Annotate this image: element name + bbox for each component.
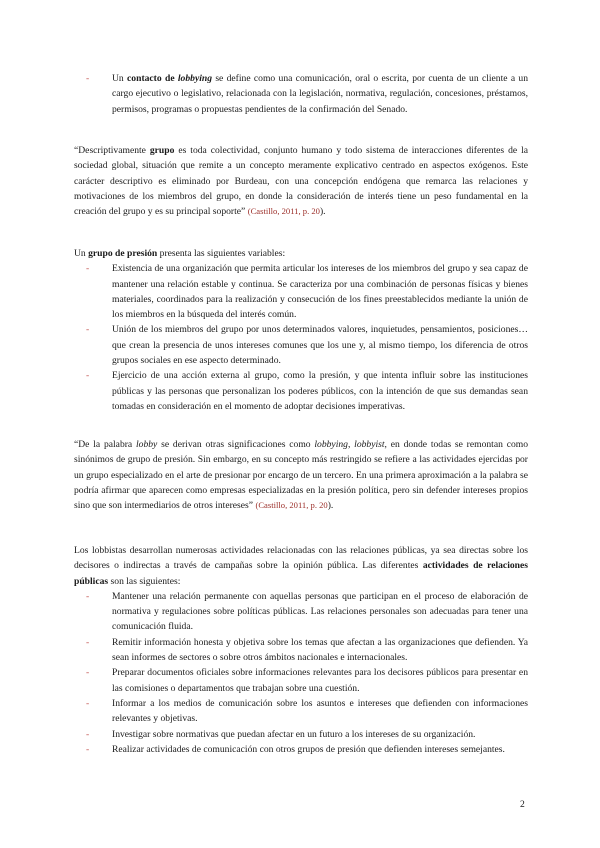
bullet-dash: - (86, 590, 90, 602)
list-item: - Investigar sobre normativas que puedan afectar en un futuro a los intereses de su organización. (86, 727, 528, 742)
bullet-dash: - (86, 263, 90, 275)
contacto-definition-item (86, 71, 528, 117)
bullet-dash: - (86, 370, 90, 382)
section-intro: Un grupo de presión presenta las siguientes variables: (74, 248, 286, 259)
list-item: - Un contacto de lobbying se define como una comunicación, oral o escrita, por cuenta de un cliente a un cargo ejecutivo o legislativo, relacionada con la legislación, normativa, regulación, concesiones, préstamos, permisos, programas o propuestas pendientes de la confirmación del Senado. (86, 73, 528, 115)
list-item: - Realizar actividades de comunicación con otros grupos de presión que defienden intereses semejantes. (86, 742, 528, 757)
section-intro: Los lobbistas desarrollan numerosas actividades relacionadas con las relaciones públicas, ya sea directas sobre los decisores o indirectas a través de campañas sobre la opinión pública. Las diferentes actividades de relaciones públicas son las siguientes: (74, 545, 528, 587)
bullet-dash: - (86, 697, 90, 709)
bullet-dash: - (86, 324, 90, 336)
bullet-dash: - (86, 636, 90, 648)
list-item: - Preparar documentos oficiales sobre informaciones relevantes para los decisores públicos para presentar en las comisiones o departamentos que trabajan sobre una cuestión. (86, 667, 528, 694)
relaciones-publicas-section (74, 543, 528, 757)
term-contacto: contacto de (127, 73, 178, 84)
bullet-dash: - (86, 743, 90, 755)
variables-list (86, 261, 528, 414)
grupo-presion-section (74, 246, 528, 414)
grupo-quote: “Descriptivamente grupo es toda colectividad, conjunto humano y todo sistema de interacciones diferentes de la sociedad global, situación que remite a un concepto meramente explicativo centrado en aspectos exógenos. Este carácter descriptivo es eliminado por Burdeau, con una concepción endógena que remarca las relaciones y motivaciones de los miembros del grupo, en donde la consideración de interés tiene un peso fundamental en la creación del grupo y es su principal soporte” (Castillo, 2011, p. 20). (74, 145, 528, 218)
citation-link[interactable]: Castillo, 2011, p. 20 (250, 206, 320, 217)
list-item: - Informar a los medios de comunicación sobre los asuntos e intereses que defienden con informaciones relevantes y objetivas. (86, 697, 528, 725)
page-number: 2 (520, 799, 525, 810)
list-item: - Ejercicio de una acción externa al grupo, como la presión, y que intenta influir sobre las instituciones públicas y las personas que personalizan los poderes públicos, con la intención de que sus demandas sean tomadas en consideración en el momento de adoptar decisiones imperativas. (86, 370, 528, 412)
list-item: - Remitir información honesta y objetiva sobre los temas que afectan a las organizaciones que defienden. Ya sean informes de sectores o sobre otros ámbitos nacionales e internacionales. (86, 636, 528, 664)
list-item: - Existencia de una organización que permita articular los intereses de los miembros del grupo y sea capaz de mantener una relación estable y continua. Se caracteriza por una combinación de personas físicas y bienes materiales, coordinados para la realización y consecución de los fines preestablecidos mediante la unión de los miembros en la búsqueda del interés común. (86, 263, 528, 321)
bullet-dash: - (86, 667, 90, 679)
term-lobbying: lobbying (177, 73, 213, 84)
term-grupo-de-presion: grupo de presión (88, 248, 158, 259)
actividades-list (86, 589, 528, 757)
term-grupo: grupo (149, 145, 175, 156)
citation-link[interactable]: Castillo, 2011, p. 20 (258, 500, 328, 511)
list-item: - Mantener una relación permanente con aquellas personas que participan en el proceso de elaboración de normativa y regulaciones sobre políticas públicas. Las relaciones personales son adecuadas para tener una comunicación fluida. (86, 590, 528, 633)
term-actividades-rrpp: actividades de relaciones públicas (74, 560, 528, 587)
lobby-quote: “De la palabra lobby se derivan otras significaciones como lobbying, lobbyist, en donde todas se remontan como sinónimos de grupo de presión. Sin embargo, en su concepto más restringido se refiere a las actividades ejercidas por un grupo especializado en el arte de presionar por encargo de un tercero. En una primera aproximación a la palabra se podría afirmar que aparecen como empresas especializadas en la presión política, pero sin defender intereses propios sino que son intermediarios de otros intereses” (Castillo, 2011, p. 20). (74, 439, 529, 512)
bullet-dash: - (86, 728, 90, 740)
bullet-dash: - (86, 73, 90, 84)
list-item: - Unión de los miembros del grupo por unos determinados valores, inquietudes, pensamientos, posiciones… que crean la presencia de unos intereses comunes que los une y, al mismo tiempo, los diferencia de otros grupos sociales en ese aspecto determinado. (86, 324, 528, 367)
